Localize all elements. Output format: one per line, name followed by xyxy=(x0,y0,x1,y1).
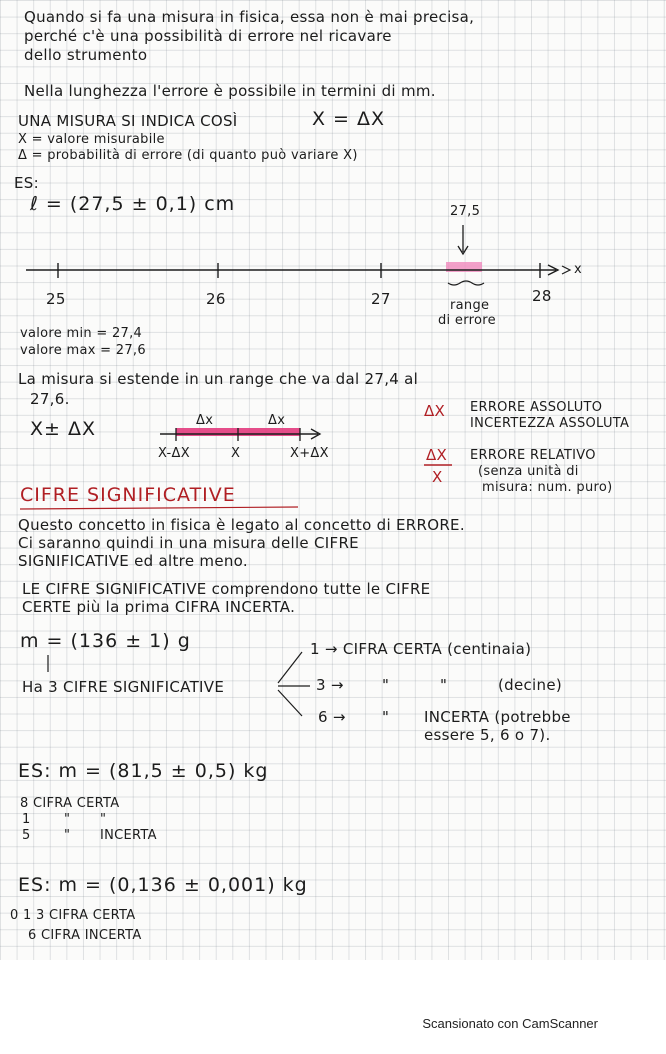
cifre-title-underline xyxy=(20,507,298,509)
rel-error-denominator: X xyxy=(432,468,443,486)
digit-6-text-2: essere 5, 6 o 7). xyxy=(424,726,551,744)
cifre-title: CIFRE SIGNIFICATIVE xyxy=(20,484,236,506)
digit-1-note: 1 → CIFRA CERTA (centinaia) xyxy=(310,640,532,658)
example-3-b: 6 CIFRA INCERTA xyxy=(28,928,142,943)
example-2-c-ditto: " xyxy=(64,828,71,843)
digit-6-num: 6 → xyxy=(318,708,346,726)
tick-label-26: 26 xyxy=(206,290,226,308)
cifre-def-1: LE CIFRE SIGNIFICATIVE comprendono tutte le CIFRE xyxy=(22,580,431,598)
range-sentence-1: La misura si estende in un range che va dal 27,4 al xyxy=(18,370,419,388)
misura-formula: X = ΔX xyxy=(312,108,386,130)
range-brace xyxy=(448,281,484,285)
small-left-label: X-ΔX xyxy=(158,446,190,461)
abs-error-symbol: ΔX xyxy=(424,402,446,420)
abs-error-1: ERRORE ASSOLUTO xyxy=(470,400,603,415)
small-dx-1: Δx xyxy=(196,413,214,428)
small-mid-label: X xyxy=(231,446,241,461)
unit-line: Nella lunghezza l'errore è possibile in termini di mm. xyxy=(24,82,436,100)
rel-error-2: (senza unità di xyxy=(478,464,579,479)
marked-value: 27,5 xyxy=(450,204,481,219)
small-dx-2: Δx xyxy=(268,413,286,428)
delta-definition: Δ = probabilità di errore (di quanto può variare X) xyxy=(18,148,358,163)
length-example: ℓ = (27,5 ± 0,1) cm xyxy=(30,193,236,215)
mass-example: m = (136 ± 1) g xyxy=(20,630,191,652)
digit-3-num: 3 → xyxy=(316,676,344,694)
example-2-c: INCERTA xyxy=(100,828,157,843)
intro-line-1: Quando si fa una misura in fisica, essa non è mai precisa, xyxy=(24,8,475,26)
example-3-a: 0 1 3 CIFRA CERTA xyxy=(10,908,136,923)
misura-title: UNA MISURA SI INDICA COSÌ xyxy=(18,112,238,130)
digit-6-ditto: " xyxy=(382,708,390,726)
digit-3-paren: (decine) xyxy=(498,676,563,694)
example-2-b-ditto-2: " xyxy=(100,812,107,827)
cifre-line-3: SIGNIFICATIVE ed altre meno. xyxy=(18,552,248,570)
rel-error-numerator: ΔX xyxy=(426,446,448,464)
digit-3-ditto-2: " xyxy=(440,676,448,694)
digit-6-text: INCERTA (potrebbe xyxy=(424,708,571,726)
example-2-c-num: 5 xyxy=(22,828,31,843)
digit-3-ditto-1: " xyxy=(382,676,390,694)
cifre-line-2: Ci saranno quindi in una misura delle CIFRE xyxy=(18,534,359,552)
three-cifre: Ha 3 CIFRE SIGNIFICATIVE xyxy=(22,678,225,696)
intro-line-2: perché c'è una possibilità di errore nel ricavare xyxy=(24,27,392,45)
example-2: ES: m = (81,5 ± 0,5) kg xyxy=(18,760,269,782)
value-max: valore max = 27,6 xyxy=(20,343,146,358)
arrow-to-c3 xyxy=(278,690,302,716)
abs-error-2: INCERTEZZA ASSOLUTA xyxy=(470,416,630,431)
small-right-label: X+ΔX xyxy=(290,446,329,461)
example-label: ES: xyxy=(14,174,39,192)
axis-x-label: x xyxy=(574,262,582,277)
rel-error-1: ERRORE RELATIVO xyxy=(470,448,596,463)
tick-label-25: 25 xyxy=(46,290,66,308)
example-3: ES: m = (0,136 ± 0,001) kg xyxy=(18,874,308,896)
example-2-a: 8 CIFRA CERTA xyxy=(20,796,120,811)
scanner-footer: Scansionato con CamScanner xyxy=(422,1016,598,1031)
tick-label-28: 28 xyxy=(532,287,552,305)
x-definition: X = valore misurabile xyxy=(18,132,165,147)
x-axis-chevron xyxy=(562,266,570,274)
cifre-def-2: CERTE più la prima CIFRA INCERTA. xyxy=(22,598,296,616)
tick-label-27: 27 xyxy=(371,290,391,308)
range-label-2: di errore xyxy=(438,313,496,328)
value-min: valore min = 27,4 xyxy=(20,326,143,341)
arrow-to-c1 xyxy=(278,652,302,683)
intro-line-3: dello strumento xyxy=(24,46,148,64)
rel-error-3: misura: num. puro) xyxy=(482,480,613,495)
example-2-b-num: 1 xyxy=(22,812,31,827)
cifre-line-1: Questo concetto in fisica è legato al concetto di ERRORE. xyxy=(18,516,465,534)
range-sentence-2: 27,6. xyxy=(30,390,70,408)
range-label-1: range xyxy=(450,298,490,313)
x-pm-dx: X± ΔX xyxy=(30,418,96,440)
example-2-b-ditto-1: " xyxy=(64,812,71,827)
